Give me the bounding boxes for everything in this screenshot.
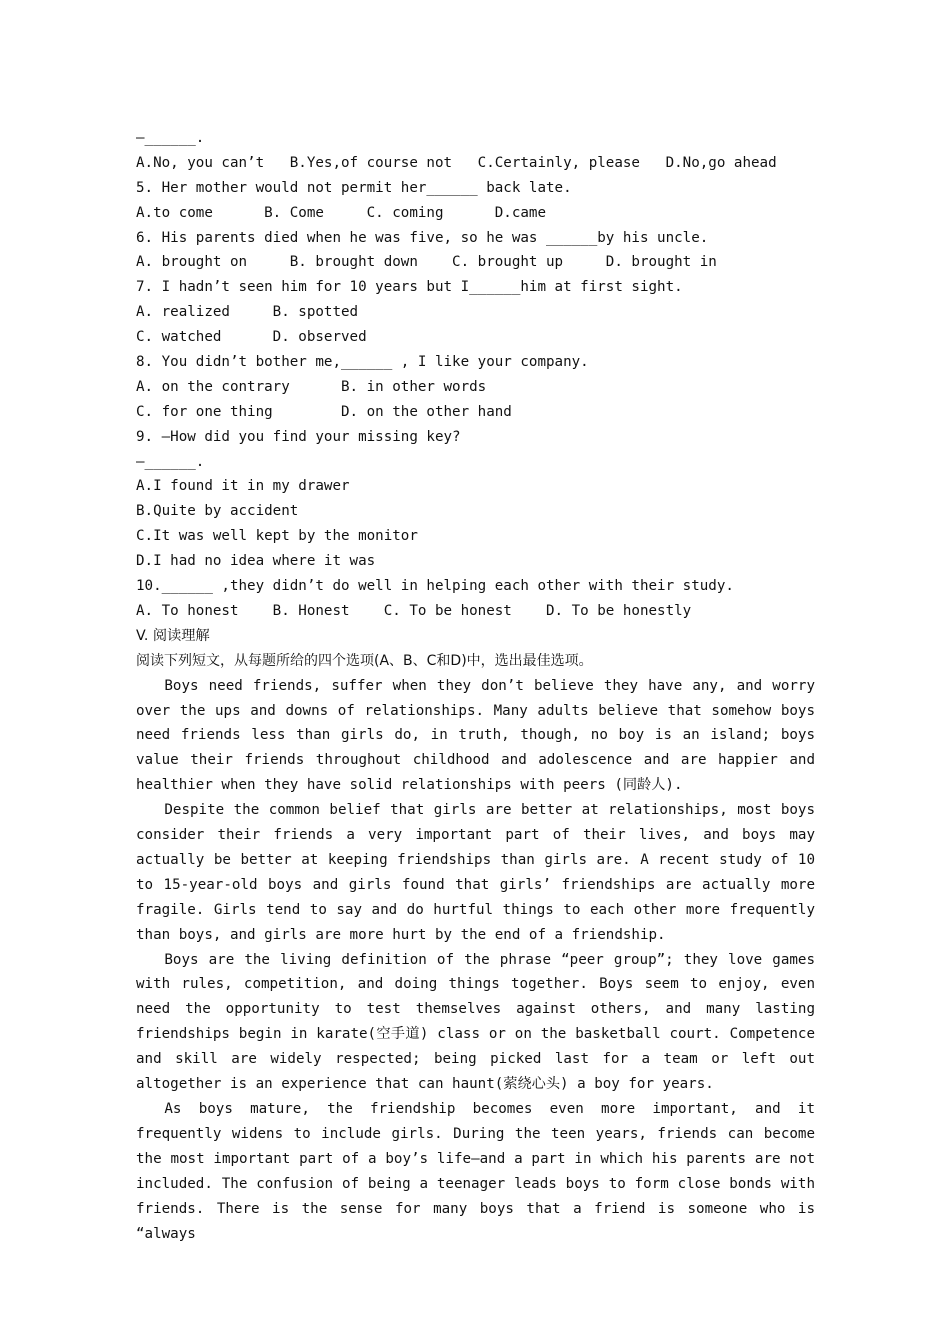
passage-paragraph-3: Boys are the living definition of the phrase “peer group”; they love games with rules, competition, and doing things together. Boys seem to enjoy, even need the opportunity to test themselves against others, and many lasting friendships begin in karate(空手道) class or on the basketball court. Competence and skill are widely respected; being picked last for a team or left out altogether is an experience that can haunt(萦绕心头) a boy for years.	[136, 951, 815, 1093]
q5-stem: 5. Her mother would not permit her______ back late.	[136, 179, 572, 196]
q8-options-row2: C. for one thing D. on the other hand	[136, 403, 512, 420]
q4-answer-line: —______.	[136, 130, 205, 146]
q10-stem: 10.______ ,they didn’t do well in helping each other with their study.	[136, 578, 734, 595]
q8-options-row1: A. on the contrary B. in other words	[136, 378, 487, 395]
passage-paragraph-2: Despite the common belief that girls are better at relationships, most boys consider their friends a very important part of their lives, and boys may actually be better at keeping friendships than girls are. A recent study of 10 to 15-year-old boys and girls found that girls’ friendships are actually more fragile. Girls tend to say and do hurtful things to each other more frequently than boys, and girls are more hurt by the end of a friendship.	[136, 802, 815, 943]
q9-option-a: A.I found it in my drawer	[136, 478, 350, 495]
q9-option-c: C.It was well kept by the monitor	[136, 528, 418, 545]
q7-options-row2: C. watched D. observed	[136, 329, 367, 346]
q8-stem: 8. You didn’t bother me,______ , I like your company.	[136, 354, 589, 371]
q10-options: A. To honest B. Honest C. To be honest D. To be honestly	[136, 602, 692, 619]
q7-stem: 7. I hadn’t seen him for 10 years but I______him at first sight.	[136, 279, 683, 296]
passage-paragraph-1: Boys need friends, suffer when they don’t believe they have any, and worry over the ups and downs of relationships. Many adults believe that somehow boys need friends less than girls do, in truth, though, no boy is an island; boys value their friends throughout childhood and adolescence and are happier and healthier when they have solid relationships with peers (同龄人).	[136, 677, 815, 794]
q4-options: A.No, you can’t B.Yes,of course not C.Certainly, please D.No,go ahead	[136, 154, 777, 171]
q6-options: A. brought on B. brought down C. brought up D. brought in	[136, 254, 717, 271]
q9-option-b: B.Quite by accident	[136, 503, 299, 520]
section-heading: V. 阅读理解	[136, 627, 210, 644]
section-instruction: 阅读下列短文，从每题所给的四个选项(A、B、C和D)中，选出最佳选项。	[136, 652, 593, 669]
q9-stem: 9. —How did you find your missing key?	[136, 428, 461, 445]
q5-options: A.to come B. Come C. coming D.came	[136, 204, 546, 221]
worksheet-page	[136, 126, 815, 1246]
q7-options-row1: A. realized B. spotted	[136, 304, 359, 321]
passage-paragraph-4: As boys mature, the friendship becomes even more important, and it frequently widens to include girls. During the teen years, friends can become the most important part of a boy’s life—and a part in which his parents are not included. The confusion of being a teenager leads boys to form close bonds with friends. There is the sense for many boys that a friend is someone who is “always	[136, 1101, 815, 1242]
q9-answer-line: —______.	[136, 453, 205, 470]
q9-option-d: D.I had no idea where it was	[136, 553, 376, 570]
q6-stem: 6. His parents died when he was five, so he was ______by his uncle.	[136, 229, 709, 246]
